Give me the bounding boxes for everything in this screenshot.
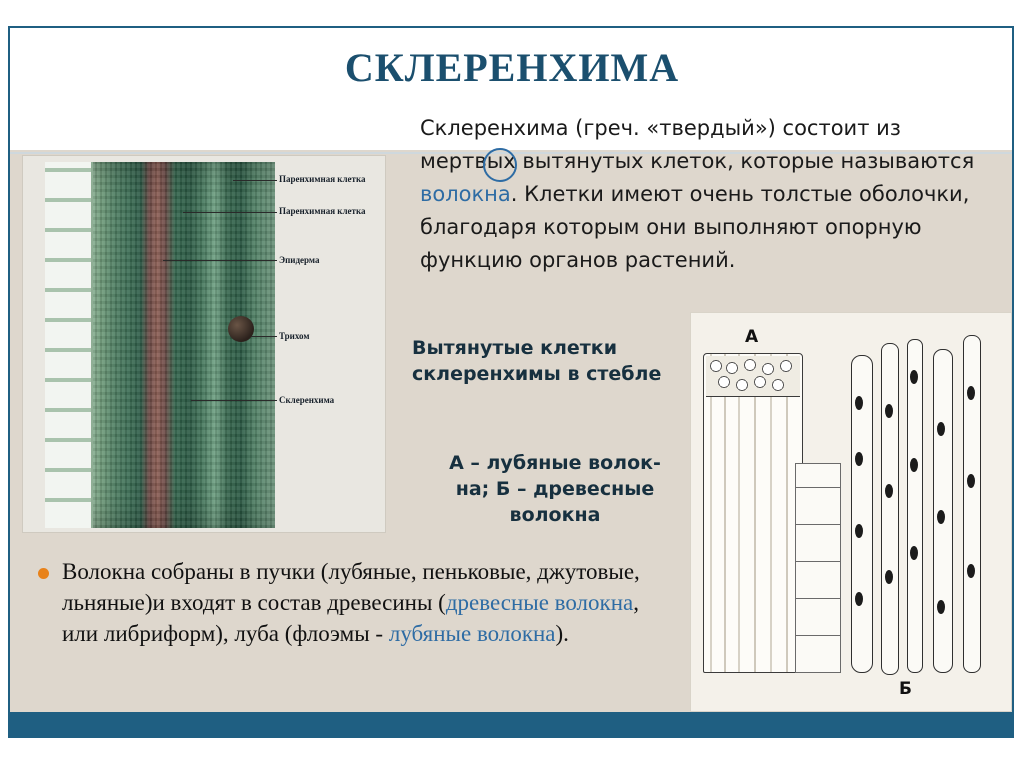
bast-fiber-bundle [703, 353, 803, 673]
micrograph-label-4: Склеренхима [279, 395, 335, 405]
wood-fiber-4 [933, 349, 953, 673]
micrograph-label-0: Паренхимная клетка [279, 174, 366, 184]
bullet-text [62, 556, 680, 649]
leader-line-3 [163, 260, 277, 261]
adjacent-cells [795, 463, 841, 673]
bullet-text-part1: Волокна собраны в пучки (лубяные, пеньковые, джутовые, льняные)и входят в состав древесины ( [62, 559, 640, 615]
subheading-stem: Вытянутые клетки склеренхимы в стебле [412, 337, 662, 385]
leader-line-2 [183, 212, 277, 213]
bottom-bar [10, 712, 1012, 738]
bullet-text-part3: ). [555, 621, 569, 646]
micrograph-image [22, 155, 386, 533]
bullet-highlight-2: лубяные волокна [388, 621, 556, 646]
micrograph-label-list [279, 156, 385, 533]
micrograph-label-3: Трихом [279, 331, 310, 341]
bullet-text-part2: , или либриформ), луба (флоэмы - [62, 590, 639, 646]
intro-paragraph [420, 112, 990, 277]
illustration-label-b: Б [899, 679, 912, 699]
micrograph-label-2: Эпидерма [279, 255, 320, 265]
intro-text-part2: . Клетки имеют очень толстые оболочки, благодаря которым они выполняют опорную функцию органов растений. [420, 182, 970, 272]
wood-fiber-5 [963, 335, 981, 673]
leader-line-4 [251, 336, 277, 337]
bullet-highlight-1: древесные волокна [445, 590, 634, 615]
intro-highlight: волокна [420, 182, 511, 206]
annotation-circle [483, 148, 517, 182]
bullet-paragraph [30, 556, 680, 649]
micrograph-label-1: Паренхимная клетка [279, 206, 366, 216]
fiber-illustration [690, 312, 1012, 712]
micrograph-trichome [228, 316, 254, 342]
micrograph-parenchyma-cells [45, 162, 93, 528]
wood-fiber-2 [881, 343, 899, 675]
leader-line-5 [191, 400, 277, 401]
bullet-dot-icon [38, 568, 49, 579]
leader-line-1 [233, 180, 277, 181]
subheading-legend: А – лубяные волок-на; Б – древесные волокна [449, 452, 661, 526]
wood-fiber-3 [907, 339, 923, 673]
wood-fiber-1 [851, 355, 873, 673]
illustration-label-a: А [745, 327, 759, 347]
page-title: СКЛЕРЕНХИМА [344, 45, 680, 90]
intro-text-part1: Склеренхима (греч. «твердый») состоит из мертвых вытянутых клеток, которые называются [420, 116, 975, 173]
